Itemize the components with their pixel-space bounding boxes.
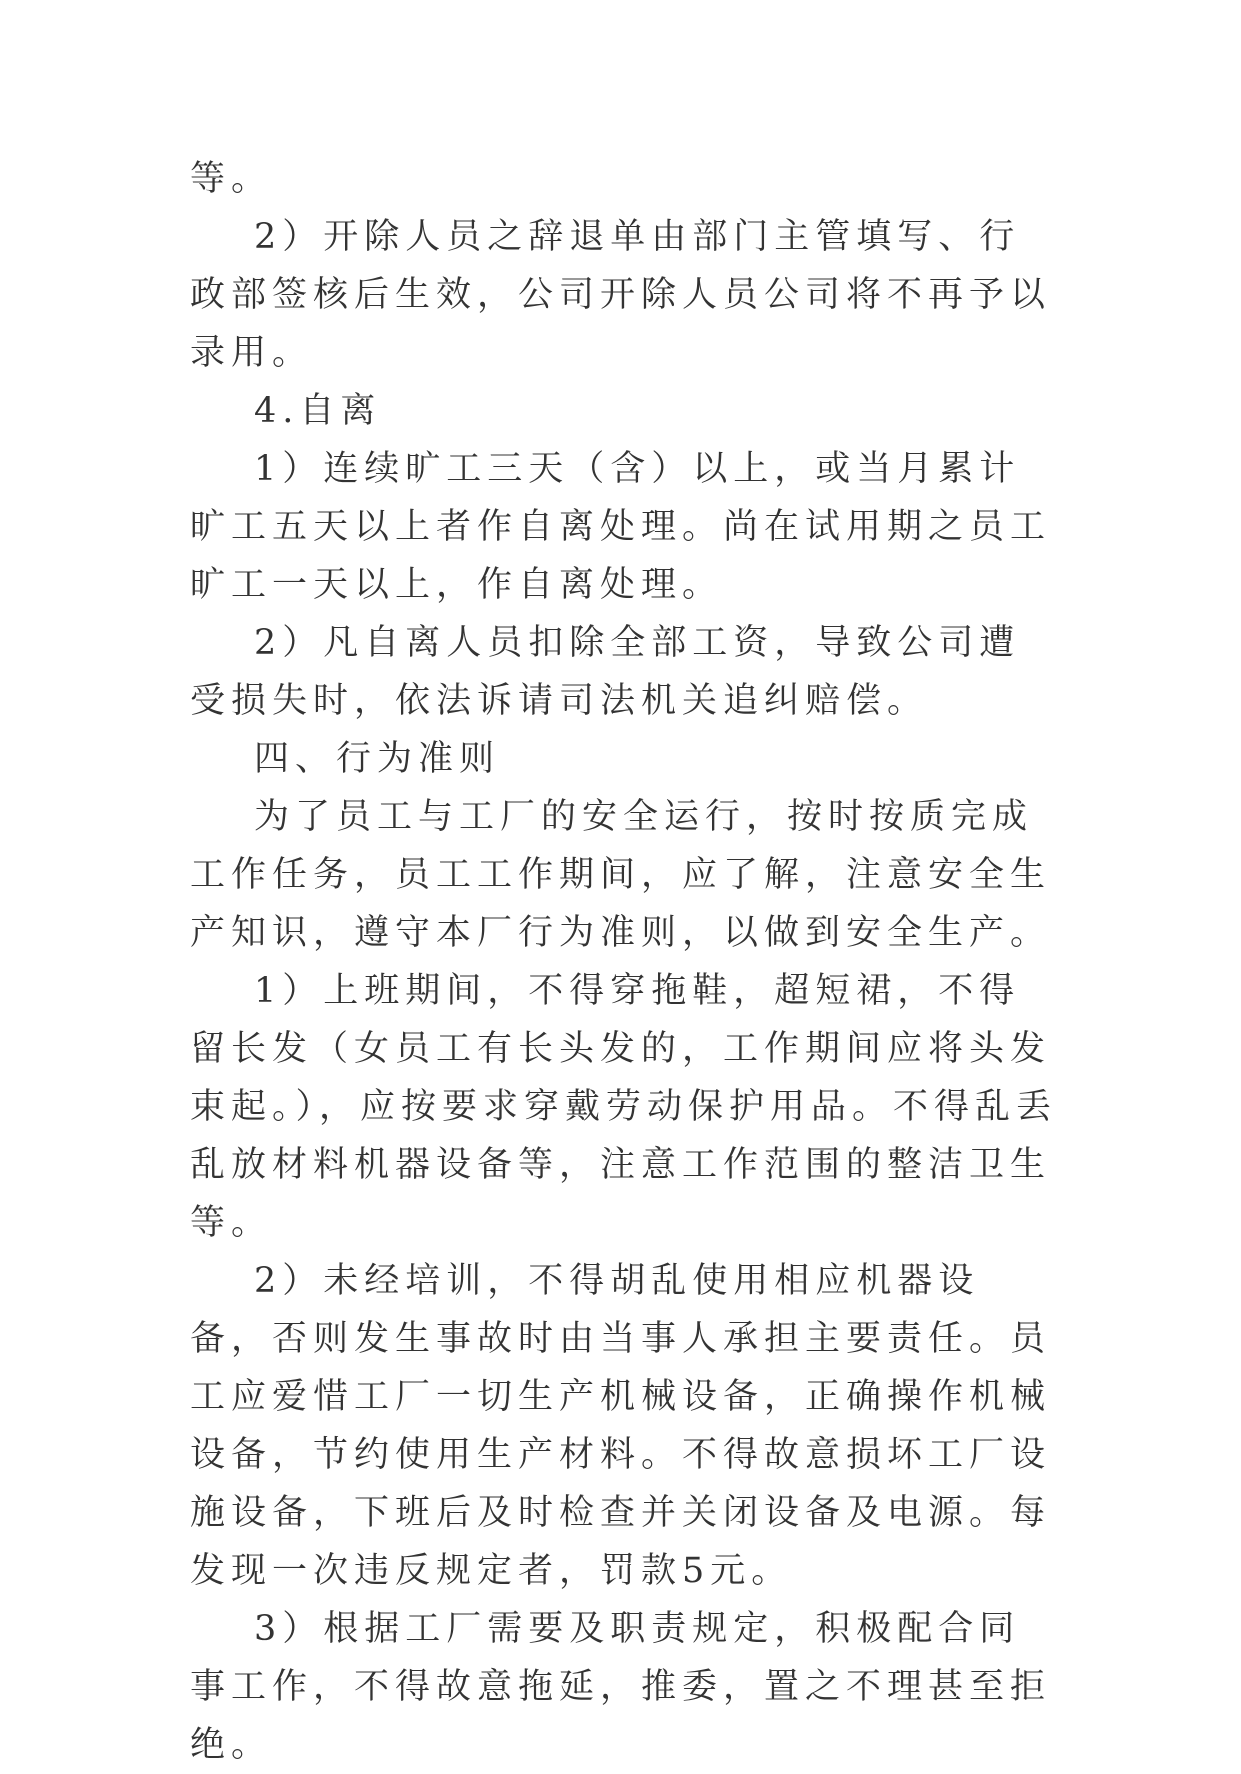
paragraph-absence-rule: 1）连续旷工三天（含）以上，或当月累计旷工五天以上者作自离处理。尚在试用期之员工旷工一天以上，作自离处理。 — [190, 449, 1052, 605]
paragraph-cooperation-rule: 3）根据工厂需要及职责规定，积极配合同事工作，不得故意拖延，推委，置之不理甚至拒绝。 — [190, 1609, 1052, 1765]
paragraph-conduct-intro: 为了员工与工厂的安全运行，按时按质完成工作任务，员工工作期间，应了解，注意安全生产知识，遵守本厂行为准则，以做到安全生产。 — [190, 797, 1052, 953]
paragraph-wage-deduction: 2）凡自离人员扣除全部工资，导致公司遭受损失时，依法诉请司法机关追纠赔偿。 — [190, 623, 1021, 721]
section-heading-code-of-conduct: 四、行为准则 — [254, 739, 501, 779]
paragraph-dress-rule: 1）上班期间，不得穿拖鞋，超短裙，不得留长发（女员工有长头发的，工作期间应将头发束起。），应按要求穿戴劳动保护用品。不得乱丢乱放材料机器设备等，注意工作范围的整洁卫生等。 — [190, 971, 1058, 1243]
paragraph-dismissal-notice: 2）开除人员之辞退单由部门主管填写、行政部签核后生效，公司开除人员公司将不再予以录用。 — [190, 217, 1052, 373]
paragraph-continuation: 等。 — [190, 159, 273, 199]
paragraph-equipment-rule: 2）未经培训，不得胡乱使用相应机器设备，否则发生事故时由当事人承担主要责任。员工应爱惜工厂一切生产机械设备，正确操作机械设备，节约使用生产材料。不得故意损坏工厂设施设备，下班后及时检查并关闭设备及电源。每发现一次违反规定者，罚款5元。 — [190, 1261, 1052, 1591]
document-body — [190, 150, 1060, 1774]
section-heading-self-departure: 4.自离 — [254, 391, 382, 431]
